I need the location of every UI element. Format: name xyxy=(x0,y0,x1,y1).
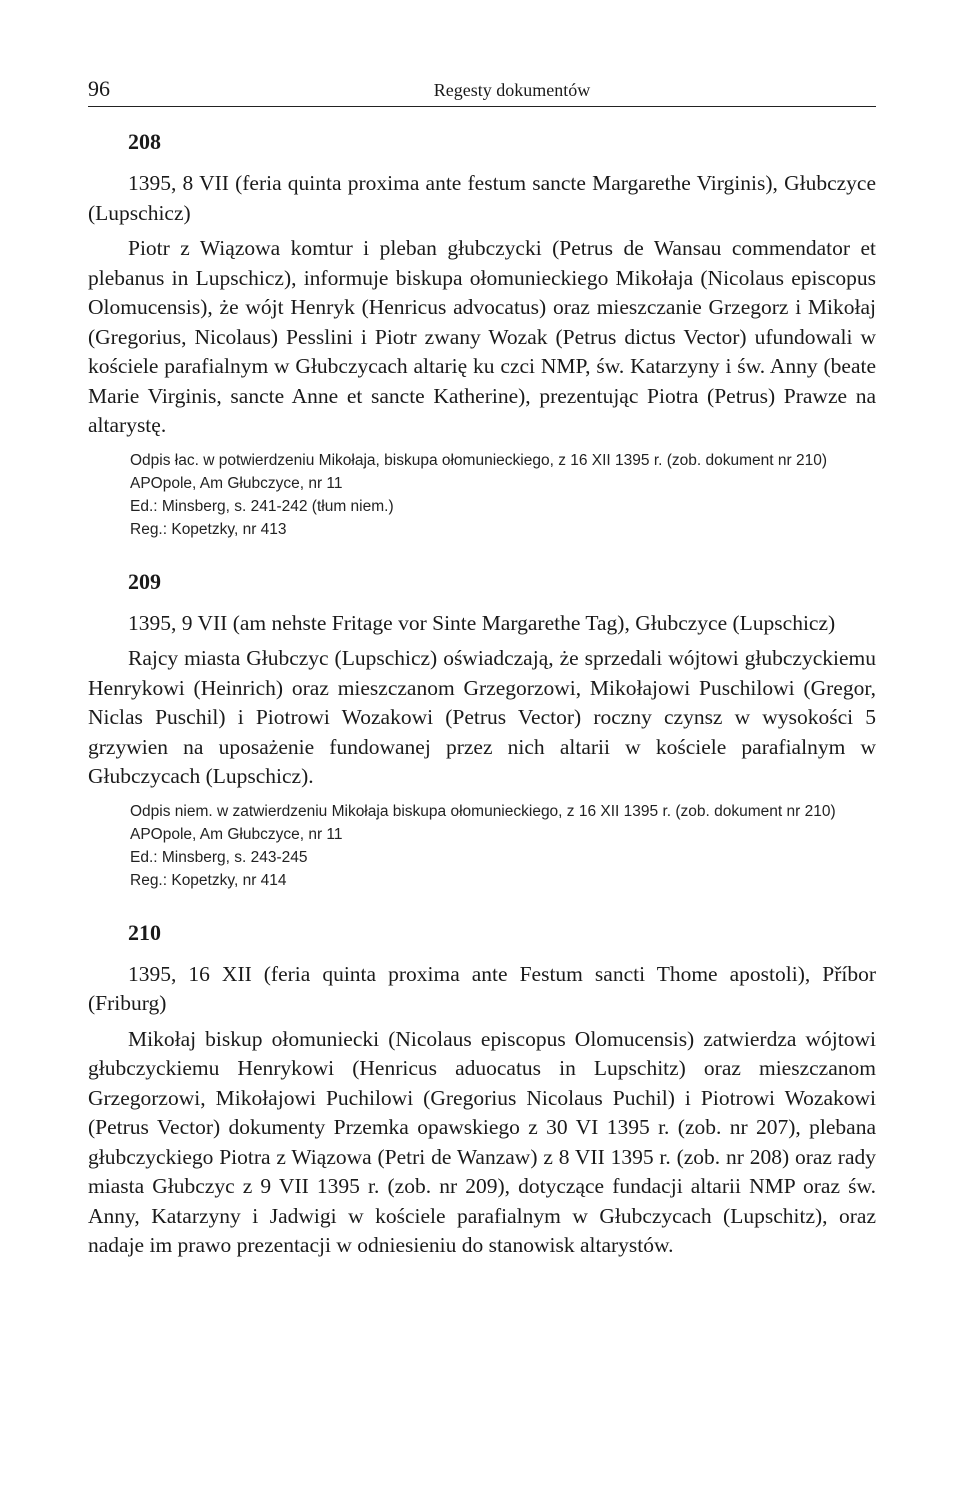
entry-210 xyxy=(88,920,876,1261)
note-edition: Ed.: Minsberg, s. 241-242 (tłum niem.) xyxy=(130,497,394,515)
note-regest: Reg.: Kopetzky, nr 414 xyxy=(130,871,287,889)
entry-date-place: 1395, 16 XII (feria quinta proxima ante Festum sancti Thome apostoli), Příbor (Friburg) xyxy=(88,961,876,1015)
entry-notes xyxy=(88,449,876,541)
page-number: 96 xyxy=(88,76,110,101)
running-head xyxy=(88,72,876,107)
note-regest: Reg.: Kopetzky, nr 413 xyxy=(130,520,287,538)
note-copy: Odpis łac. w potwierdzeniu Mikołaja, biskupa ołomunieckiego, z 16 XII 1395 r. (zob. dokument nr 210) xyxy=(130,451,828,469)
entry-summary: Rajcy miasta Głubczyc (Lupschicz) oświadczają, że sprzedali wójtowi głubczyckiemu Henrykowi (Heinrich) oraz mieszczanom Grzegorzowi, Mikołajowi Puschilowi (Gregor, Niclas Puschil) i Piotrowi Wozakowi (Petrus Vector) roczny czynsz w wysokości 5 grzywien na uposażenie fundowanej przez nich altarii w kościele parafialnym w Głubczycach (Lupschicz). xyxy=(88,646,876,788)
document-page xyxy=(88,72,876,1261)
entry-209 xyxy=(88,569,876,892)
entry-summary: Mikołaj biskup ołomuniecki (Nicolaus episcopus Olomucensis) zatwierdza wójtowi głubczyckiemu Henrykowi (Henricus aduocatus in Lupschitz) oraz mieszczanom Grzegorzowi, Mikołajowi Puchilowi (Gregorius Nicolaus Puchil) i Piotrowi Wozakowi (Petrus Vector) dokumenty Przemka opawskiego z 30 VI 1395 r. (zob. nr 207), plebana głubczyckiego Piotra z Wiązowa (Petri de Wanzaw) z 8 VII 1395 r. (zob. nr 208) oraz rady miasta Głubczyc z 9 VII 1395 r. (zob. nr 209), dotyczące fundacji altarii NMP oraz św. Anny, Katarzyny i Jadwigi w kościele parafialnym w Głubczycach (Lupschitz), oraz nadaje im prawo prezentacji w odniesieniu do stanowisk altarystów. xyxy=(88,1026,876,1257)
note-archive: APOpole, Am Głubczyce, nr 11 xyxy=(130,474,343,492)
note-edition: Ed.: Minsberg, s. 243-245 xyxy=(130,848,308,866)
note-archive: APOpole, Am Głubczyce, nr 11 xyxy=(130,825,343,843)
running-title: Regesty dokumentów xyxy=(433,80,591,100)
entry-number: 210 xyxy=(128,919,161,945)
entry-notes xyxy=(88,800,876,892)
entry-date-place: 1395, 9 VII (am nehste Fritage vor Sinte Margarethe Tag), Głubczyce (Lupschicz) xyxy=(128,610,836,635)
note-copy: Odpis niem. w zatwierdzeniu Mikołaja biskupa ołomunieckiego, z 16 XII 1395 r. (zob. dokument nr 210) xyxy=(130,802,836,820)
entry-number: 209 xyxy=(128,568,161,594)
entry-summary: Piotr z Wiązowa komtur i pleban głubczycki (Petrus de Wansau commendator et plebanus in Lupschicz), informuje biskupa ołomunieckiego Mikołaja (Nicolaus episcopus Olomucensis), że wójt Henryk (Henricus advocatus) oraz mieszczanie Grzegorz i Mikołaj (Gregorius, Nicolaus) Pesslini i Piotr zwany Wozak (Petrus dictus Vector) ufundowali w kościele parafialnym w Głubczycach altarię ku czci NMP, św. Katarzyny i św. Anny (beate Marie Virginis, sancte Anne et sancte Katherine), prezentując Piotra (Petrus) Prawze na altarystę. xyxy=(88,236,876,437)
entry-date-place: 1395, 8 VII (feria quinta proxima ante festum sancte Margarethe Virginis), Głubczyce (Lupschicz) xyxy=(88,171,876,225)
entry-208 xyxy=(88,129,876,541)
entry-number: 208 xyxy=(128,129,161,154)
